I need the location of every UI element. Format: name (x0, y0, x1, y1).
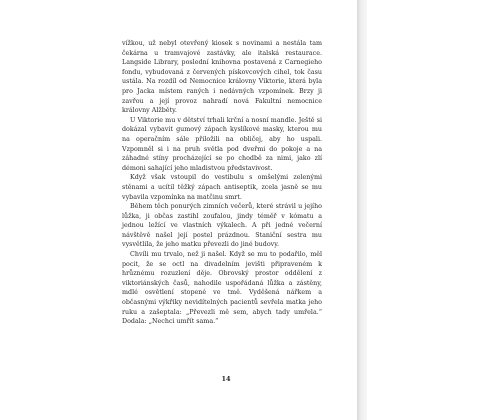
paragraph-1: vížkou, už nebyl otevřený kiosek s novinami a nestála tam čekárna u tramvajové zastávky, ale italská restaurace. Langside Library, poslední knihovna postavená z Carnegieho fondu, vybudovaná z červených pískovcových cihel, tok času ustála. Na rozdíl od Nemocnice královny Viktorie, která byla pro Jacka místem raných i nedávných vzpomínek. Brzy ji zavřou a její provoz nahradí nová Fakultní nemocnice královny Alžběty. (122, 40, 322, 115)
book-gutter (357, 0, 367, 420)
body-text (122, 39, 322, 327)
paragraph-5: Chvíli mu trvalo, než ji našel. Když se mu to podařilo, měl pocit, že se octl na divadelním jevišti připraveném k hrůznému rozuzlení děje. Obrovský prostor oddělení z viktoriánských časů, nahodile uspořádaná lůžka a zástěny, mdlé osvětlení stopené ve tmě. Vyděšená nářkem a občasnými výkřiky nevidítelných pacientů sevřela matka jeho ruku a zašeptala: „Převezli mě sem, abych tady umřela.“ Dodala: „Nechci umřít sama.“ (122, 251, 322, 326)
paragraph-2: U Viktorie mu v dětství trhali krční a nosní mandle. Ještě si dokázal vybavit gumový zápach kyslíkové masky, kterou mu na operačním sále přiložili na obličej, aby ho uspali. Vzpomněl si i na pruh světla pod dveřmi do pokoje a na záhadné stíny procházející se po chodbě za nimi, jako zlí démoni sahající jeho mladistvou představivost. (122, 116, 322, 172)
paragraph-4: Během těch ponurých zimních večerů, které strávil u jejího lůžka, ji občas zastihl zoufalou, jindy téměř v kómatu a jednou ležící ve vlastních výkalech. A při jedné večerní návštěvě našel její postel prázdnou. Staniční sestra mu vysvětlila, že jeho matku převezli do jiné budovy. (122, 203, 322, 249)
paragraph-3: Když však vstoupil do vestibulu s omšelými zelenými stěnami a ucítil těžký zápach antiseptik, zcela jasně se mu vybavila vzpomínka na matčinu smrt. (122, 174, 322, 201)
page-number: 14 (221, 375, 231, 383)
right-page (367, 0, 480, 420)
